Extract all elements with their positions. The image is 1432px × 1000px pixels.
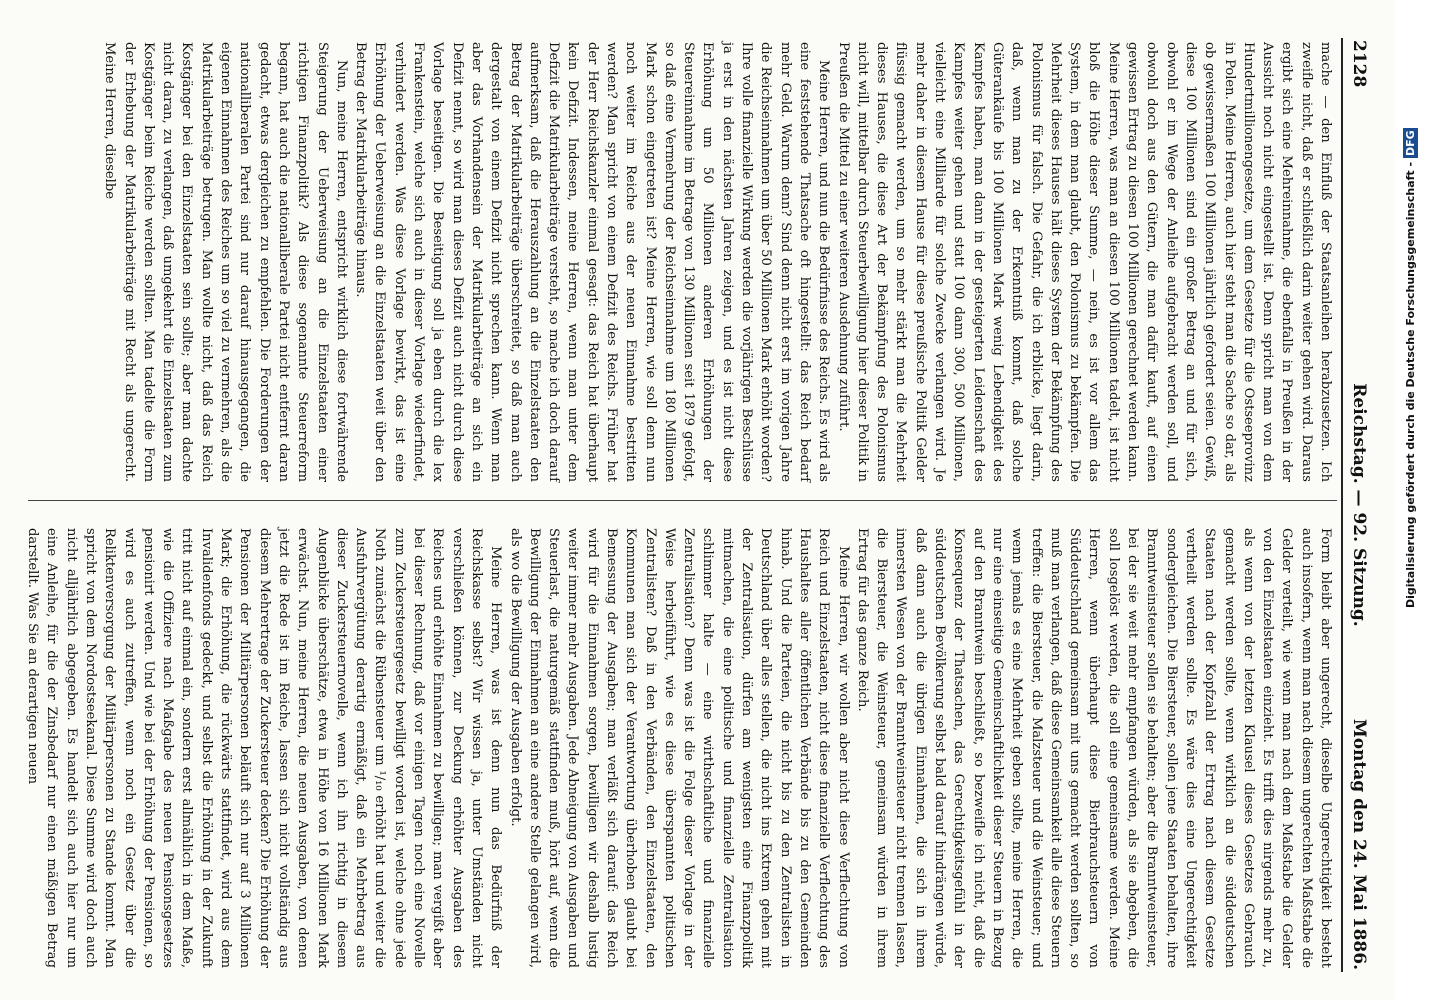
paragraph: Meine Herren, wir wollen aber nicht diese Verflechtung von Reich und Einzelstaaten, nicht diese finanzielle Verflechtung des Haushaltes aller öffentlichen Verbände bis zu den Gemeinden hinab. Und die Parteien, die nicht bis zu den Zentralisten in Deutschland über alles stellen, die nicht ins Extrem gehen mit der Zentralisation, dürfen am wenigsten eine Finanzpolitik mitmachen, die eine politische und finanzielle Zentralisation schlimmer halte — eine wirthschaftliche und finanzielle Zentralisation? Denn was ist die Folge dieser Vorlage in der Weise herbeiführt, wie es diese überspannten politischen Zentralisten? Daß in den Verbänden, den Einzelstaaten, den Kommunen man sich der Verantwortung überhoben glaubt bei Bemessung der Ausgaben; man verläßt sich darauf: das Reich wird für die Einnahmen sorgen, bewilligen wir deshalb lustig weiter immer mehr Ausgaben. Jede Abneigung von Ausgaben und Steuerlast, die naturgemäß stattfinden muß, hört auf, wenn die Bewilligung der Einnahmen an eine andere Stelle gelangen wird, als wo die Bewilligung der Ausgaben erfolgt. (507, 528, 851, 968)
digitization-credit (1404, 8, 1426, 608)
page-header (1345, 40, 1369, 970)
paragraph: Nun, meine Herren, entspricht wirklich diese fortwährende Steigerung der Ueberweisung an die Einzelstaaten einer richtigen Finanzpolitik? Als diese sogenannte Steuerreform begann, hat auch die nationalliberale Partei nicht entfernt daran gedacht, etwas dergleichen zu empfehlen. Die Forderungen der nationalliberalen Partei sind nur darauf hinausgegangen, die eigenen Einnahmen des Reiches um so viel zu vermehren, als die Matrikularbeiträge betrugen. Man wollte nicht, daß das Reich Kostgänger bei den Einzelstaaten sein sollte; aber man dachte nicht daran, zu verlangen, daß umgekehrt die Einzelstaaten zum Kostgänger beim Reiche werden sollten. Man tadelte die Form der Erhebung der Matrikularbeiträge mit Recht als ungerecht. Meine Herren, dieselbe (102, 42, 349, 482)
paragraph: Form bleibt aber ungerecht, dieselbe Ungerechtigkeit besteht auch insofern, wenn man nach diesem ungerechten Maßstabe die Gelder verteilt, wie wenn man nach dem Maßstabe die Gelder von den Einzelstaaten einzieht. Es trifft dies nirgends mehr zu, als wenn von der letzten Klausel dieses Gesetzes Gebrauch gemacht werden sollte, wenn wirklich an die süddeutschen Staaten nach der Kopfzahl der Ertrag nach diesem Gesetze vertheilt werden sollte. Es wäre dies eine Ungerechtigkeit sondergleichen. Die Biersteuer, sollen jene Staaten behalten, ihre Branntweinsteuer sollen sie behalten; aber die Branntweinsteuer, bei der sie weit mehr empfangen würden, als sie abgeben, die soll losgelöst werden, die soll eine gemeinsame werden. Meine Herren, wenn überhaupt diese Bierbrauchsteuern von Süddeutschland gemeinsam mit uns gemacht werden sollten, so muß man verlangen, daß diese Gemeinsamkeit alle diese Steuern treffen: die Biersteuer, die Malzsteuer und die Weinsteuer; und wenn jemals es eine Mehrheit geben sollte, meine Herren, die nur eine einseitige Gemeinschaftlichkeit dieser Steuern in Bezug auf den Branntwein beschließt, so bezweifle ich nicht, daß die Konsequenz der Thatsachen, das Gerechtigkeitsgefühl in der süddeutschen Bevölkerung selbst bald darauf hindrängen würde, daß dann auch die übrigen Einnahmen, die sich in ihrem innersten Wesen von der Branntweinsteuer nicht trennen lassen, die Biersteuer, die Weinsteuer, gemeinsam würden in ihrem Ertrag für das ganze Reich. (854, 528, 1333, 968)
paragraph: Meine Herren, und nun die Bedürfnisse des Reichs. Es wird als eine feststehende Thatsache oft hingestellt: das Reich bedarf mehr Geld. Warum denn? Sind denn nicht erst im vorigen Jahre die Reichseinnahmen um über 50 Millionen Mark erhöht worden? Ihre volle finanzielle Wirkung werden die vorjährigen Beschlüsse ja erst in den nächsten Jahren zeigen, und es ist nicht diese Erhöhung um 50 Millionen anderen Erhöhungen der Steuereinnahme im Betrage von 130 Millionen seit 1879 gefolgt, so daß eine Vermehrung der Reichseinnahme um 180 Millionen Mark schon eingetreten ist? Meine Herren, wie soll denn nun noch weiter im Reiche aus der neuen Einnahme bestritten werden? Man spricht von einem Defizit des Reichs. Früher hat der Herr Reichskanzler einmal gesagt: das Reich hat überhaupt kein Defizit. Indessen, meine Herren, wenn man unter dem Defizit die Matrikularbeiträge versteht, so mache ich doch darauf aufmerksam, daß die Herauszahlung an die Einzelstaaten den Betrag der Matrikularbeiträge überschreitet, so daß man auch dergestalt von einem Defizit nicht sprechen kann. Wenn man aber das Vorhandensein der Matrikularbeiträge an sich ein Defizit nennt, so wird man dieses Defizit auch nicht durch diese Vorlage beseitigen. Die Beseitigung soll ja eben durch die lex Frankenstein, welche sich auch in dieser Vorlage wiederfindet, verhindert werden. Was diese Vorlage bewirkt, das ist eine Erhöhung der Ueberweisung an die Einzelstaaten weit über den Betrag der Matrikularbeiträge hinaus. (353, 42, 832, 482)
right-column (25, 528, 1335, 968)
column-divider (28, 500, 1337, 501)
paragraph: mache — den Einfluß der Staatsanleihen herabzusetzen. Ich zweifle nicht, daß er schließlich darin weiter gehen wird. Daraus ergibt sich eine Mehreinnahme, die ebenfalls in Preußen in der Aussicht noch nicht eingestellt ist. Denn spricht man von dem Hundertmillionengesetze, um dem Gesetze für die Ostseeprovinz in Polen. Meine Herren, auch hier steht man die Sache so dar, als ob gewissermaßen 100 Millionen jährlich gefordert seien. Gewiß, diese 100 Millionen sind ein großer Betrag an und für sich, obwohl er im Wege der Anleihe aufgebracht werden soll, und obwohl doch aus den Gütern, die man dafür kauft, auf einen gewissen Ertrag zu diesen 100 Millionen gerechnet werden kann. Meine Herren, was man an diesen 100 Millionen tadelt, ist nicht bloß die Höhe dieser Summe, — nein, es ist vor allem das System, in dem man glaubt, den Polonismus zu bekämpfen. Die Mehrheit dieses Hauses hält dieses System der Bekämpfung des Polonismus für falsch. Die Gefahr, die ich erblicke, liegt darin, daß, wenn man zu der Erkenntniß kommt, daß solche Güterankäufe bis 100 Millionen Mark wenig Lebendigkeit des Kampfes haben, man dann in der gesteigerten Leidenschaft des Kampfes weiter gehen und statt 100 dann 300, 500 Millionen, vielleicht eine Milliarde für solche Zwecke verlangen wird. Je mehr daher in diesem Hause für diese preußische Politik Gelder flüssig gemacht werden, um so mehr stärkt man die Mehrheit dieses Hauses, die diese Art der Bekämpfung des Polonismus nicht will, mittelbar durch Steuerbewilligung hier dieser Politik in Preußen die Mittel zu einer weiteren Ausdehnung zuführt. (835, 42, 1333, 482)
page-number: 2128 (1349, 40, 1369, 88)
header-rule (1341, 38, 1343, 972)
session-date: Montag den 24. Mai 1886. (1349, 718, 1369, 970)
paragraph: Meine Herren, was ist denn nun das Bedürfniß der Reichskasse selbst? Wir wissen ja, unter Umständen nicht verschließen können, zur Deckung erhöhter Ausgaben des Reiches und erhöhte Einnahmen zu bewilligen; man vergißt aber bei dieser Rechnung, daß vor einigen Tagen noch eine Novelle zum Zuckersteuergesetz bewilligt worden ist, welche ohne jede Noth zunächst die Rübensteuer um ¹/₁₀ erhöht hat und weiter die Ausfuhrvergütung derartig ermäßigt, daß ein Mehrbetrag aus dieser Zuckersteuernovelle, wenn ich ihn richtig in diesem Augenblicke überschätze, etwa in Höhe von 16 Millionen Mark erwächst. Nun, meine Herren, die neuen Ausgaben, von denen jetzt die Rede ist im Reiche, lassen sich nicht vollständig aus diesem Mehrertrage der Zuckersteuer decken? Die Erhöhung der Pensionen der Militärpersonen beläuft sich nur auf 3 Millionen Mark; die Erhöhung, die rückwärts stattfindet, wird aus dem Invalidenfonds gedeckt, und selbst die Erhöhung in der Zukunft tritt nicht auf einmal ein, sondern erst allmählich in dem Maße, wie die Offiziere nach Maßgabe des neuen Pensionsgesetzes pensionirt werden. Und wie bei der Erhöhung der Pensionen, so wird es auch zutreffen, wenn noch ein Gesetz über die Reliktenversorgung der Militärpersonen zu Stande kommt. Man spricht von dem Nordostseekanal. Diese Summe wird doch auch nicht alljährlich abgegeben. Es handelt sich auch hier nur um eine Anleihe, für die der Zinsbedarf nur einen mäßigen Betrag darstellt. Was Sie an derartigen neuen (25, 528, 504, 968)
dfg-logo: DFG (1404, 130, 1417, 157)
left-column (35, 42, 1335, 482)
running-title: Reichstag. — 92. Sitzung. (1349, 383, 1369, 627)
credit-text: Digitalisierung gefördert durch die Deutsche Forschungsgemeinschaft - (1404, 158, 1417, 608)
